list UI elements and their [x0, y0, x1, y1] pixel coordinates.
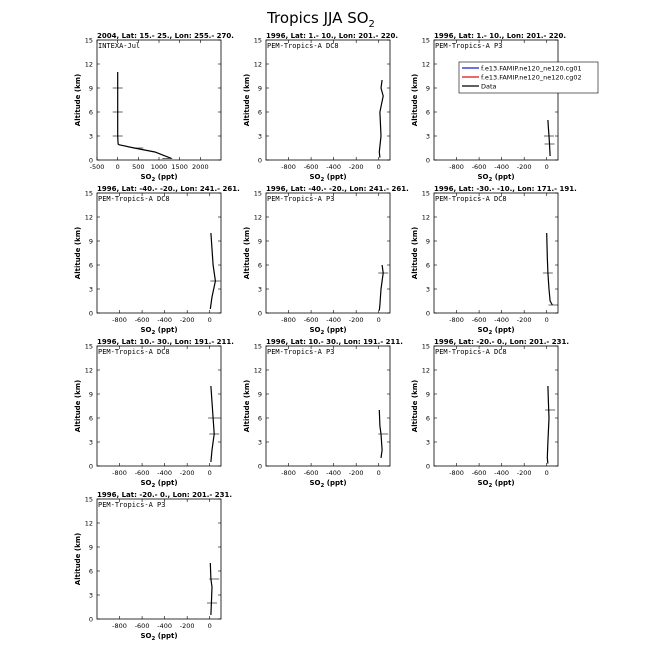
- y-tick-label: 12: [421, 366, 430, 375]
- chart-panel-3: [411, 32, 566, 183]
- x-axis-label: [477, 173, 514, 183]
- data-series-line: [547, 233, 553, 305]
- y-tick-label: 3: [425, 132, 430, 141]
- campaign-label: PEM-Tropics-A P3: [435, 42, 503, 50]
- y-tick-label: 6: [88, 567, 93, 576]
- y-tick-label: 15: [84, 342, 93, 351]
- x-tick-label: 0: [544, 316, 549, 324]
- y-tick-label: 9: [88, 237, 93, 246]
- panel-title: 1996, Lat: -30.- -10., Lon: 171.- 191.: [434, 185, 577, 193]
- y-tick-label: 15: [84, 189, 93, 198]
- x-axis-label-subscript: 2: [320, 483, 325, 489]
- x-axis-label: [477, 326, 514, 336]
- data-series-line: [210, 563, 212, 615]
- y-axis-label: Altitude (km): [411, 226, 419, 280]
- campaign-label: PEM-Tropics-A P3: [267, 348, 335, 356]
- x-tick-label: -600: [303, 469, 319, 477]
- x-tick-label: -600: [134, 316, 150, 324]
- x-tick-label: -200: [516, 316, 532, 324]
- x-axis-label: [309, 479, 346, 489]
- y-tick-label: 6: [425, 108, 430, 117]
- y-tick-label: 15: [253, 342, 262, 351]
- x-tick-label: -400: [326, 163, 342, 171]
- y-axis-label: Altitude (km): [74, 226, 82, 280]
- panel-title: 1996, Lat: -40.- -20., Lon: 241.- 261.: [266, 185, 409, 193]
- chart-panel-1: [74, 32, 234, 183]
- x-tick-label: 1500: [171, 163, 188, 171]
- x-axis-label-subscript: 2: [320, 330, 325, 336]
- x-axis-label-unit: (ppt): [155, 326, 178, 334]
- y-tick-label: 9: [88, 543, 93, 552]
- x-axis-label: [477, 479, 514, 489]
- x-tick-label: -200: [179, 316, 195, 324]
- x-tick-label: -800: [281, 469, 296, 477]
- chart-panel-4: [74, 185, 240, 336]
- x-axis-label-text: SO: [309, 326, 321, 334]
- campaign-label: PEM-Tropics-A DC8: [435, 195, 507, 203]
- y-tick-label: 3: [425, 438, 430, 447]
- x-tick-label: -400: [326, 316, 342, 324]
- x-tick-label: -200: [348, 163, 364, 171]
- x-tick-label: -200: [516, 469, 532, 477]
- y-tick-label: 0: [88, 615, 93, 624]
- x-tick-label: -800: [281, 163, 296, 171]
- y-tick-label: 9: [257, 84, 262, 93]
- x-tick-label: -600: [303, 316, 319, 324]
- y-axis-label: Altitude (km): [243, 73, 251, 127]
- panel-title: 1996, Lat: -40.- -20., Lon: 241.- 261.: [97, 185, 240, 193]
- x-tick-label: -800: [449, 163, 464, 171]
- x-axis-label-subscript: 2: [151, 483, 156, 489]
- x-tick-label: 0: [207, 469, 212, 477]
- x-axis-label-text: SO: [309, 173, 321, 181]
- panels-layer: [74, 32, 577, 642]
- y-tick-label: 9: [425, 390, 430, 399]
- x-axis-label-text: SO: [140, 173, 152, 181]
- x-tick-label: -400: [157, 622, 173, 630]
- campaign-label: PEM-Tropics-A DC8: [98, 195, 170, 203]
- x-axis-label-subscript: 2: [488, 177, 493, 183]
- y-axis-label: Altitude (km): [74, 73, 82, 127]
- x-axis-label: [140, 326, 177, 336]
- chart-panel-9: [411, 338, 569, 489]
- panel-title: 1996, Lat: -20.- 0., Lon: 201.- 231.: [97, 491, 232, 499]
- x-tick-label: -800: [112, 469, 127, 477]
- plot-frame: [97, 193, 221, 313]
- x-tick-label: -800: [112, 622, 127, 630]
- y-tick-label: 12: [253, 366, 262, 375]
- y-tick-label: 6: [88, 414, 93, 423]
- chart-panel-8: [243, 338, 403, 489]
- x-tick-label: 0: [376, 316, 381, 324]
- y-tick-label: 3: [88, 285, 93, 294]
- campaign-label: PEM-Tropics-A P3: [267, 195, 335, 203]
- x-tick-label: 1000: [150, 163, 168, 171]
- plot-frame: [434, 40, 558, 160]
- plot-frame: [434, 193, 558, 313]
- y-tick-label: 9: [425, 237, 430, 246]
- y-tick-label: 15: [253, 189, 262, 198]
- y-tick-label: 0: [257, 462, 262, 471]
- x-axis-label-text: SO: [309, 479, 321, 487]
- plot-frame: [266, 193, 390, 313]
- y-axis-label: Altitude (km): [411, 379, 419, 433]
- legend-label: f.e13.FAMIP.ne120_ne120.cg01: [481, 64, 582, 73]
- x-axis-label-unit: (ppt): [155, 632, 178, 640]
- y-tick-label: 3: [88, 591, 93, 600]
- y-tick-label: 12: [84, 60, 93, 69]
- y-tick-label: 6: [88, 261, 93, 270]
- chart-panel-2: [243, 32, 398, 183]
- y-tick-label: 0: [88, 309, 93, 318]
- y-tick-label: 3: [425, 285, 430, 294]
- y-tick-label: 0: [257, 309, 262, 318]
- x-tick-label: 2000: [192, 163, 209, 171]
- x-tick-label: -400: [326, 469, 342, 477]
- x-axis-label-subscript: 2: [320, 177, 325, 183]
- y-tick-label: 12: [84, 213, 93, 222]
- plot-frame: [266, 40, 390, 160]
- data-series-line: [118, 72, 172, 158]
- x-axis-label-subscript: 2: [488, 483, 493, 489]
- panel-title: 2004, Lat: 15.- 25., Lon: 255.- 270.: [97, 32, 234, 40]
- x-axis-label-subscript: 2: [151, 330, 156, 336]
- plot-frame: [266, 346, 390, 466]
- y-axis-label: Altitude (km): [243, 226, 251, 280]
- panel-title: 1996, Lat: 1.- 10., Lon: 201.- 220.: [266, 32, 399, 40]
- plot-frame: [97, 40, 221, 160]
- x-tick-label: -400: [494, 163, 510, 171]
- x-axis-label-text: SO: [477, 326, 489, 334]
- x-tick-label: -600: [134, 469, 150, 477]
- x-tick-label: -200: [179, 469, 195, 477]
- x-axis-label-subscript: 2: [488, 330, 493, 336]
- y-tick-label: 0: [88, 156, 93, 165]
- y-tick-label: 3: [257, 438, 262, 447]
- x-tick-label: -600: [471, 316, 487, 324]
- y-axis-label: Altitude (km): [74, 379, 82, 433]
- x-axis-label: [309, 173, 346, 183]
- x-tick-label: 0: [207, 622, 212, 630]
- x-axis-label-unit: (ppt): [155, 479, 178, 487]
- plot-frame: [434, 346, 558, 466]
- chart-panel-5: [243, 185, 409, 336]
- campaign-label: INTEXA-Jul: [98, 42, 141, 50]
- x-axis-label-unit: (ppt): [324, 326, 347, 334]
- y-tick-label: 15: [421, 342, 430, 351]
- legend-label: Data: [481, 82, 497, 91]
- x-tick-label: 500: [132, 163, 145, 171]
- campaign-label: PEM-Tropics-A DC8: [98, 348, 170, 356]
- x-tick-label: 0: [544, 163, 549, 171]
- x-axis-label: [140, 479, 177, 489]
- y-tick-label: 12: [253, 60, 262, 69]
- x-axis-label-text: SO: [140, 479, 152, 487]
- y-tick-label: 15: [84, 36, 93, 45]
- chart-panel-6: [411, 185, 577, 336]
- x-tick-label: -400: [157, 316, 173, 324]
- x-axis-label-unit: (ppt): [155, 173, 178, 181]
- y-tick-label: 0: [425, 462, 430, 471]
- data-series-line: [548, 120, 550, 156]
- y-tick-label: 3: [88, 438, 93, 447]
- x-axis-label-text: SO: [477, 479, 489, 487]
- chart-panel-10: [74, 491, 232, 642]
- y-tick-label: 9: [88, 84, 93, 93]
- x-tick-label: -200: [348, 469, 364, 477]
- y-tick-label: 0: [88, 462, 93, 471]
- x-axis-label-unit: (ppt): [324, 173, 347, 181]
- x-tick-label: -800: [112, 316, 127, 324]
- x-tick-label: -800: [449, 469, 464, 477]
- x-axis-label-text: SO: [140, 632, 152, 640]
- x-axis-label-unit: (ppt): [324, 479, 347, 487]
- y-tick-label: 3: [257, 132, 262, 141]
- y-tick-label: 3: [257, 285, 262, 294]
- x-tick-label: -600: [134, 622, 150, 630]
- x-axis-label-text: SO: [477, 173, 489, 181]
- y-tick-label: 6: [88, 108, 93, 117]
- x-tick-label: -400: [494, 316, 510, 324]
- y-tick-label: 15: [253, 36, 262, 45]
- x-axis-label-unit: (ppt): [492, 326, 515, 334]
- y-tick-label: 9: [88, 390, 93, 399]
- plot-frame: [97, 346, 221, 466]
- y-tick-label: 9: [257, 390, 262, 399]
- x-tick-label: -600: [303, 163, 319, 171]
- y-tick-label: 3: [88, 132, 93, 141]
- y-tick-label: 12: [84, 519, 93, 528]
- x-axis-label: [140, 632, 177, 642]
- campaign-label: PEM-Tropics-A DC8: [435, 348, 507, 356]
- x-tick-label: -200: [179, 622, 195, 630]
- y-axis-label: Altitude (km): [243, 379, 251, 433]
- x-tick-label: -600: [471, 469, 487, 477]
- plot-frame: [97, 499, 221, 619]
- panel-title: 1996, Lat: 10.- 30., Lon: 191.- 211.: [266, 338, 403, 346]
- y-tick-label: 6: [425, 261, 430, 270]
- data-series-line: [211, 386, 214, 462]
- data-series-line: [547, 386, 549, 464]
- x-axis-label: [140, 173, 177, 183]
- campaign-label: PEM-Tropics-A DC8: [267, 42, 339, 50]
- y-tick-label: 0: [425, 156, 430, 165]
- x-tick-label: -200: [516, 163, 532, 171]
- y-tick-label: 6: [257, 261, 262, 270]
- x-axis-label-unit: (ppt): [492, 479, 515, 487]
- x-axis-label-subscript: 2: [151, 636, 156, 642]
- x-axis-label-subscript: 2: [151, 177, 156, 183]
- y-tick-label: 9: [257, 237, 262, 246]
- y-tick-label: 12: [421, 60, 430, 69]
- figure-title-main: Tropics JJA SO: [267, 9, 369, 27]
- x-tick-label: 0: [544, 469, 549, 477]
- y-tick-label: 12: [84, 366, 93, 375]
- figure-title-subscript: 2: [368, 19, 375, 30]
- x-axis-label-unit: (ppt): [492, 173, 515, 181]
- legend-label: f.e13.FAMIP.ne120_ne120.cg02: [481, 73, 582, 82]
- y-tick-label: 6: [425, 414, 430, 423]
- x-tick-label: -400: [157, 469, 173, 477]
- data-series-line: [379, 80, 383, 158]
- y-tick-label: 6: [257, 414, 262, 423]
- panel-title: 1996, Lat: -20.- 0., Lon: 201.- 231.: [434, 338, 569, 346]
- y-tick-label: 15: [84, 495, 93, 504]
- chart-panel-7: [74, 338, 234, 489]
- x-axis-label: [309, 326, 346, 336]
- y-axis-label: Altitude (km): [74, 532, 82, 586]
- legend: [459, 62, 598, 93]
- y-axis-label: Altitude (km): [411, 73, 419, 127]
- y-tick-label: 15: [421, 36, 430, 45]
- data-series-line: [379, 265, 383, 311]
- x-tick-label: 0: [115, 163, 120, 171]
- y-tick-label: 6: [257, 108, 262, 117]
- x-tick-label: -800: [281, 316, 296, 324]
- x-tick-label: -800: [449, 316, 464, 324]
- y-tick-label: 12: [253, 213, 262, 222]
- y-tick-label: 0: [257, 156, 262, 165]
- panel-title: 1996, Lat: 1.- 10., Lon: 201.- 220.: [434, 32, 567, 40]
- campaign-label: PEM-Tropics-A P3: [98, 501, 166, 509]
- data-series-line: [210, 233, 215, 309]
- x-axis-label-text: SO: [140, 326, 152, 334]
- figure-title: [266, 9, 375, 30]
- x-tick-label: -500: [89, 163, 105, 171]
- x-tick-label: 0: [207, 316, 212, 324]
- x-tick-label: 0: [376, 163, 381, 171]
- x-tick-label: -200: [348, 316, 364, 324]
- panel-title: 1996, Lat: 10.- 30., Lon: 191.- 211.: [97, 338, 234, 346]
- y-tick-label: 9: [425, 84, 430, 93]
- y-tick-label: 12: [421, 213, 430, 222]
- x-tick-label: -400: [494, 469, 510, 477]
- y-tick-label: 15: [421, 189, 430, 198]
- x-tick-label: 0: [376, 469, 381, 477]
- y-tick-label: 0: [425, 309, 430, 318]
- x-tick-label: -600: [471, 163, 487, 171]
